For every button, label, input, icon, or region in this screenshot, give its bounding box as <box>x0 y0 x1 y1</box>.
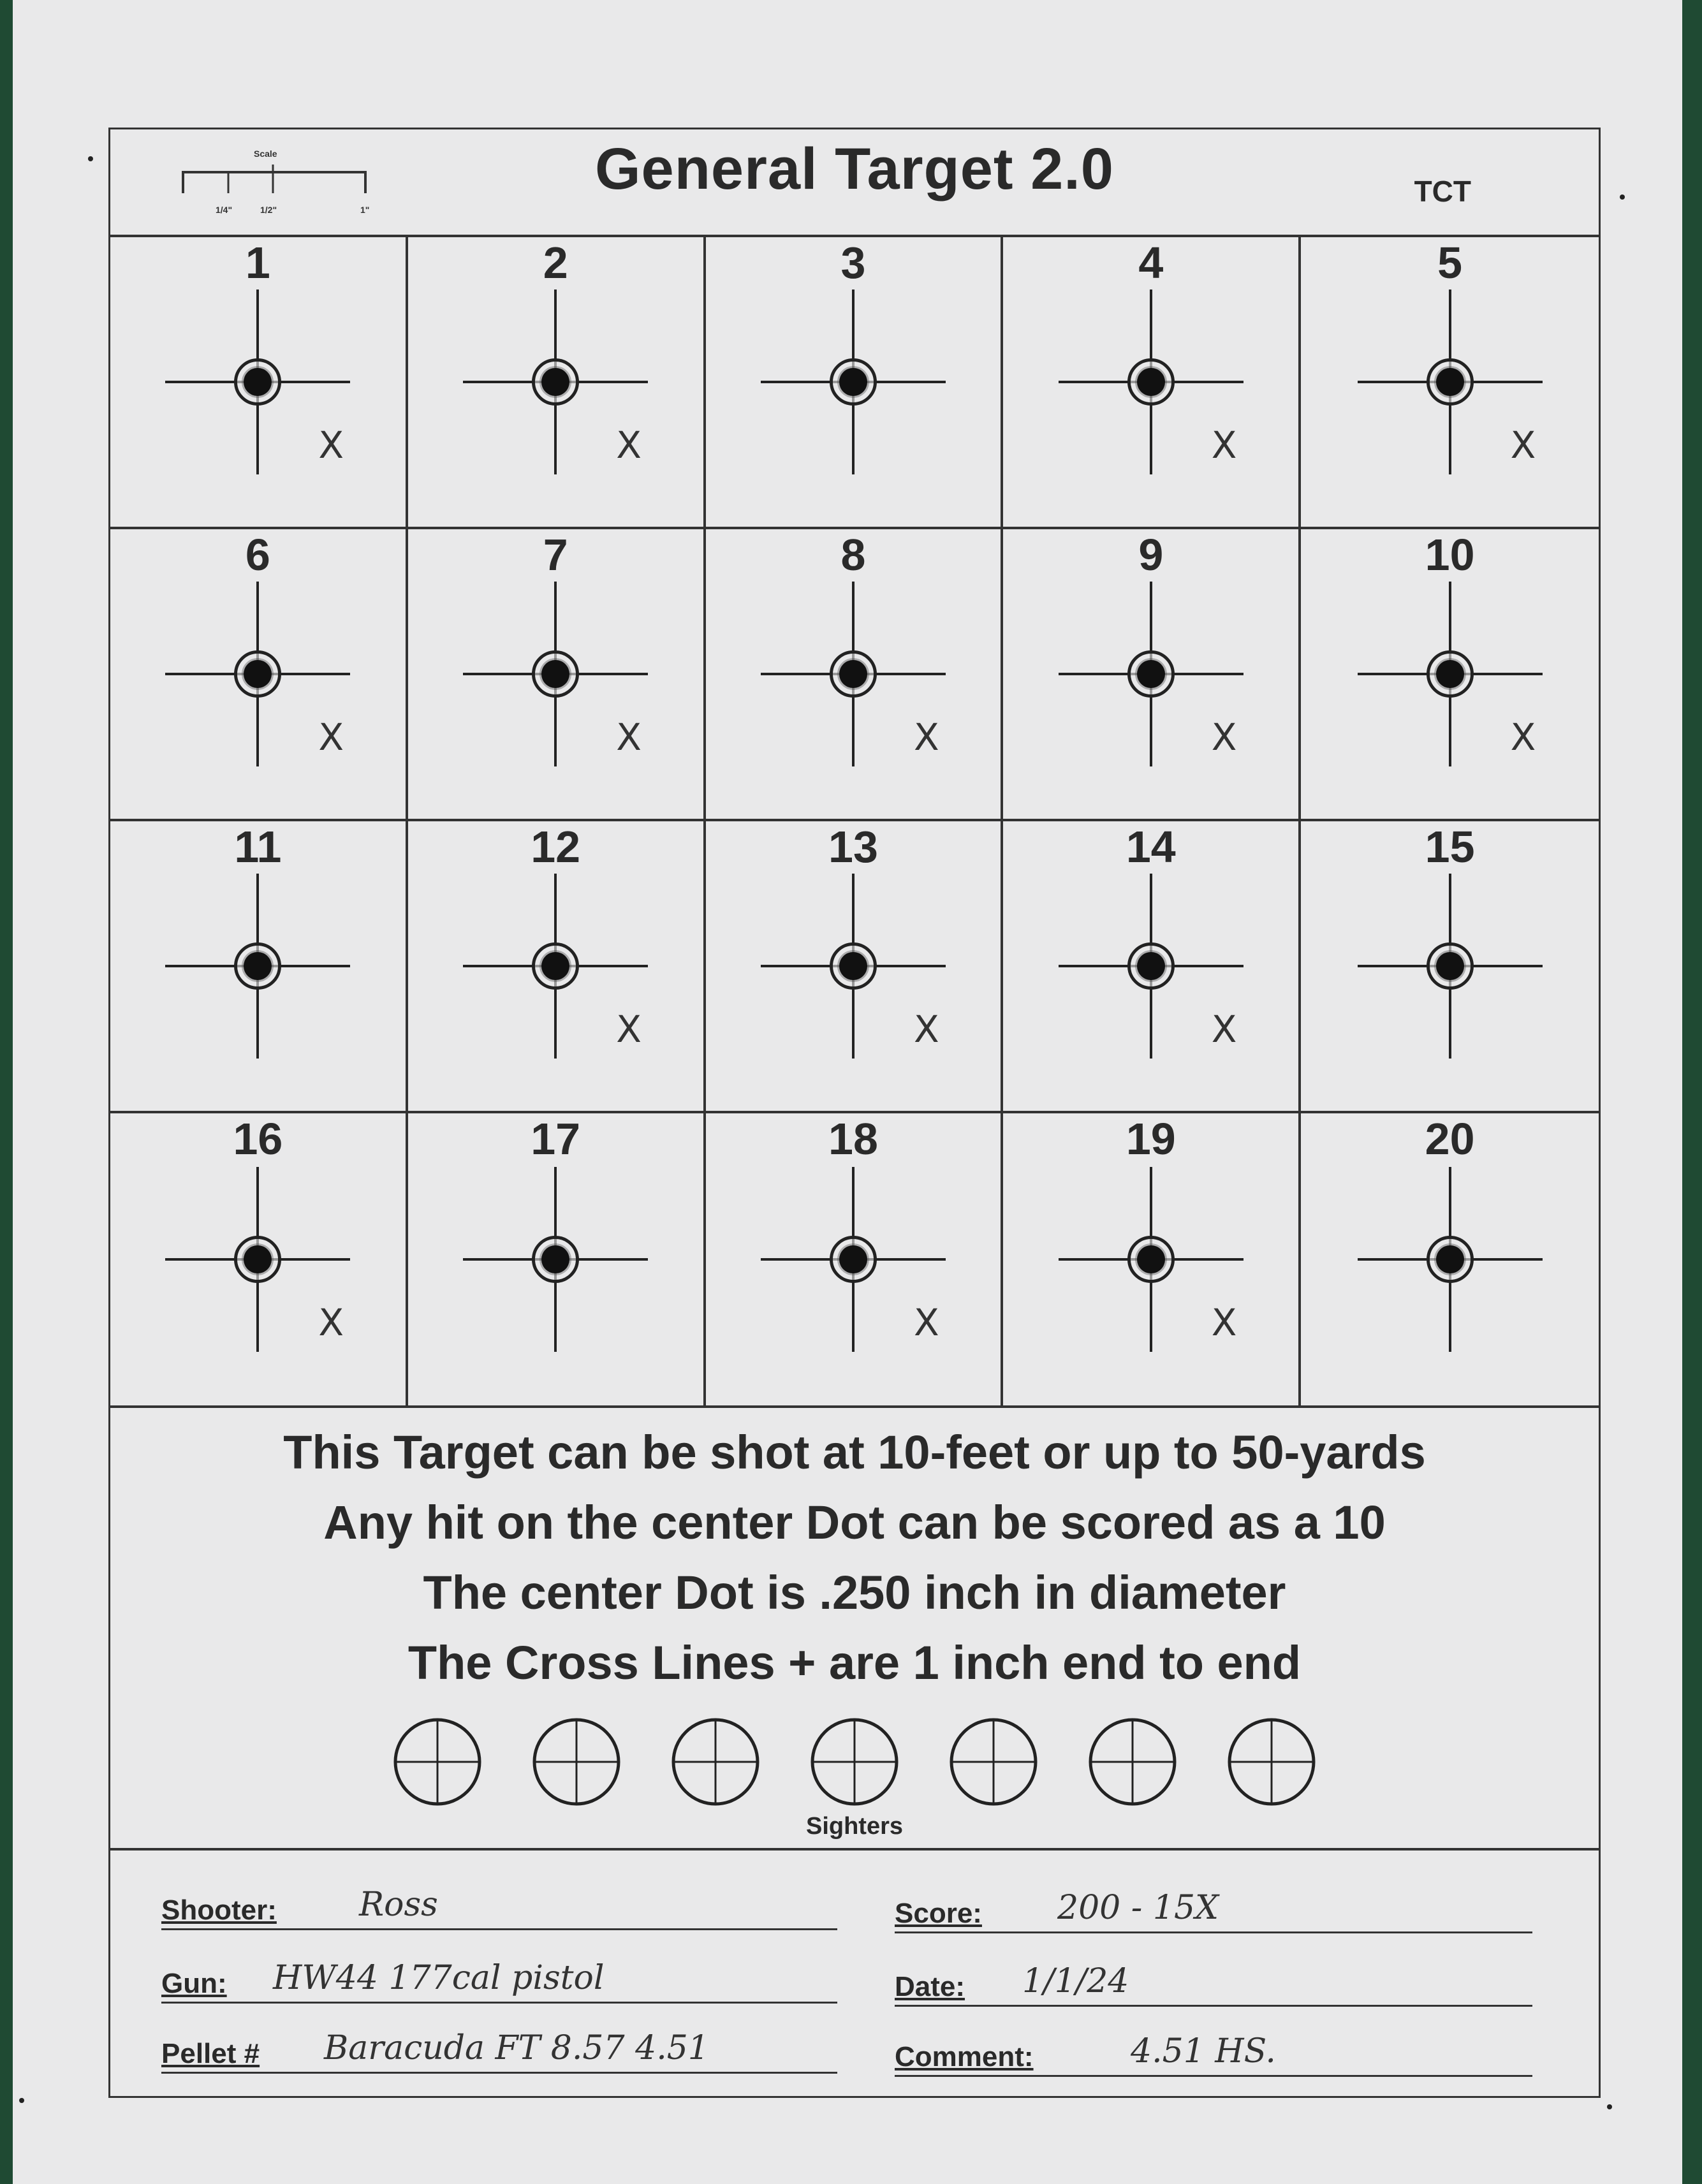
target-number: 3 <box>840 238 866 288</box>
x-mark: X <box>616 423 642 467</box>
shooter-value: Ross <box>359 1886 438 1924</box>
date-field[interactable] <box>895 1956 1532 2007</box>
sighters-label: Sighters <box>805 1813 904 1840</box>
target-cell <box>1003 529 1301 821</box>
target-sheet <box>13 0 1682 2184</box>
target-cell <box>1301 1113 1599 1405</box>
gun-label: Gun: <box>161 1968 227 1999</box>
target-cell <box>110 1113 408 1405</box>
shooter-field[interactable] <box>161 1879 837 1930</box>
scale-mark-inch: 1" <box>360 205 370 215</box>
instruction-line: The Cross Lines + are 1 inch end to end <box>407 1636 1302 1689</box>
target-cell <box>1003 237 1301 529</box>
target-number: 4 <box>1138 238 1164 288</box>
score-form <box>110 1848 1599 2100</box>
hole-punch-mark <box>19 2098 24 2103</box>
target-cell <box>110 821 408 1113</box>
x-mark: X <box>1211 715 1237 759</box>
shooter-label: Shooter: <box>161 1895 277 1926</box>
shot-hole <box>541 952 569 980</box>
target-cell <box>1301 821 1599 1113</box>
shot-hole <box>1436 660 1464 688</box>
target-number: 16 <box>233 1114 283 1164</box>
target-number: 9 <box>1138 530 1164 580</box>
field-underline <box>895 2005 1532 2007</box>
x-mark: X <box>616 715 642 759</box>
x-mark: X <box>616 1008 642 1051</box>
shot-hole <box>541 368 569 396</box>
target-frame <box>108 128 1601 2098</box>
sighter-target <box>1088 1717 1177 1807</box>
x-mark: X <box>1211 1301 1237 1344</box>
field-underline <box>895 2075 1532 2077</box>
shot-hole <box>1137 952 1165 980</box>
target-number: 2 <box>543 238 568 288</box>
target-cell <box>110 237 408 529</box>
target-number: 20 <box>1425 1114 1475 1164</box>
gun-field[interactable] <box>161 1953 837 2004</box>
hole-punch-mark <box>1620 194 1625 200</box>
instructions <box>110 1418 1599 1698</box>
sighter-target <box>949 1717 1038 1807</box>
sighter-target <box>671 1717 760 1807</box>
pellet-field[interactable] <box>161 2023 837 2074</box>
shot-hole <box>1137 368 1165 396</box>
sighter-target <box>810 1717 899 1807</box>
target-number: 11 <box>234 822 282 872</box>
scale-mark-quarter: 1/4" <box>216 205 233 215</box>
sighter-target <box>393 1717 482 1807</box>
target-cell <box>706 821 1004 1113</box>
x-mark: X <box>913 1301 939 1344</box>
x-mark: X <box>1510 715 1536 759</box>
target-cell <box>408 237 706 529</box>
sighter-row <box>110 1717 1599 1826</box>
instruction-line: Any hit on the center Dot can be scored as a 10 <box>323 1496 1386 1549</box>
x-mark: X <box>318 715 344 759</box>
target-number: 19 <box>1126 1114 1176 1164</box>
instruction-line: The center Dot is .250 inch in diameter <box>423 1566 1286 1619</box>
target-number: 17 <box>531 1114 581 1164</box>
shot-hole <box>1137 1245 1165 1273</box>
shot-hole <box>541 1245 569 1273</box>
date-value: 1/1/24 <box>1022 1962 1129 2000</box>
field-underline <box>161 1928 837 1930</box>
target-cell <box>1003 821 1301 1113</box>
score-field[interactable] <box>895 1882 1532 1933</box>
x-mark: X <box>1211 423 1237 467</box>
hole-punch-mark <box>1607 2104 1612 2109</box>
shot-hole <box>541 660 569 688</box>
target-number: 18 <box>828 1114 878 1164</box>
shot-hole <box>839 368 867 396</box>
x-mark: X <box>1211 1008 1237 1051</box>
comment-value: 4.51 HS. <box>1131 2032 1276 2070</box>
pellet-value: Baracuda FT 8.57 4.51 <box>324 2029 709 2067</box>
field-underline <box>161 2072 837 2074</box>
field-underline <box>161 2002 837 2004</box>
target-number: 1 <box>245 238 270 288</box>
x-mark: X <box>1510 423 1536 467</box>
target-cell <box>110 529 408 821</box>
target-number: 13 <box>828 822 878 872</box>
target-number: 10 <box>1425 530 1475 580</box>
target-number: 15 <box>1425 822 1475 872</box>
instruction-line: This Target can be shot at 10-feet or up to 50-yards <box>283 1426 1426 1479</box>
shot-hole <box>1436 368 1464 396</box>
target-cell <box>706 237 1004 529</box>
comment-label: Comment: <box>895 2041 1034 2072</box>
shot-hole <box>1436 1245 1464 1273</box>
x-mark: X <box>913 715 939 759</box>
target-number: 7 <box>543 530 568 580</box>
shot-hole <box>1137 660 1165 688</box>
scale-mark-half: 1/2" <box>260 205 277 215</box>
sighter-target <box>532 1717 621 1807</box>
target-grid <box>110 235 1599 1408</box>
shot-hole <box>839 1245 867 1273</box>
gun-value: HW44 177cal pistol <box>273 1959 605 1997</box>
score-label: Score: <box>895 1898 982 1929</box>
target-cell <box>706 529 1004 821</box>
target-number: 8 <box>840 530 866 580</box>
shot-hole <box>839 660 867 688</box>
target-number: 5 <box>1437 238 1463 288</box>
x-mark: X <box>318 1301 344 1344</box>
target-number: 6 <box>245 530 270 580</box>
hole-punch-mark <box>88 156 93 161</box>
target-cell <box>706 1113 1004 1405</box>
target-cell <box>408 529 706 821</box>
target-cell <box>1301 529 1599 821</box>
shot-hole <box>1436 952 1464 980</box>
target-number: 14 <box>1126 822 1176 872</box>
x-mark: X <box>318 423 344 467</box>
target-cell <box>1301 237 1599 529</box>
sighter-target <box>1227 1717 1316 1807</box>
brand-label: TCT <box>1414 175 1471 208</box>
page-title: General Target 2.0 <box>595 136 1114 202</box>
score-value: 200 - 15X <box>1057 1889 1219 1927</box>
scale-label: Scale <box>254 149 277 159</box>
date-label: Date: <box>895 1971 965 2002</box>
target-cell <box>1003 1113 1301 1405</box>
comment-field[interactable] <box>895 2026 1532 2077</box>
x-mark: X <box>913 1008 939 1051</box>
target-cell <box>408 1113 706 1405</box>
target-cell <box>408 821 706 1113</box>
field-underline <box>895 1931 1532 1933</box>
target-number: 12 <box>531 822 581 872</box>
shot-hole <box>839 952 867 980</box>
pellet-label: Pellet # <box>161 2038 260 2069</box>
